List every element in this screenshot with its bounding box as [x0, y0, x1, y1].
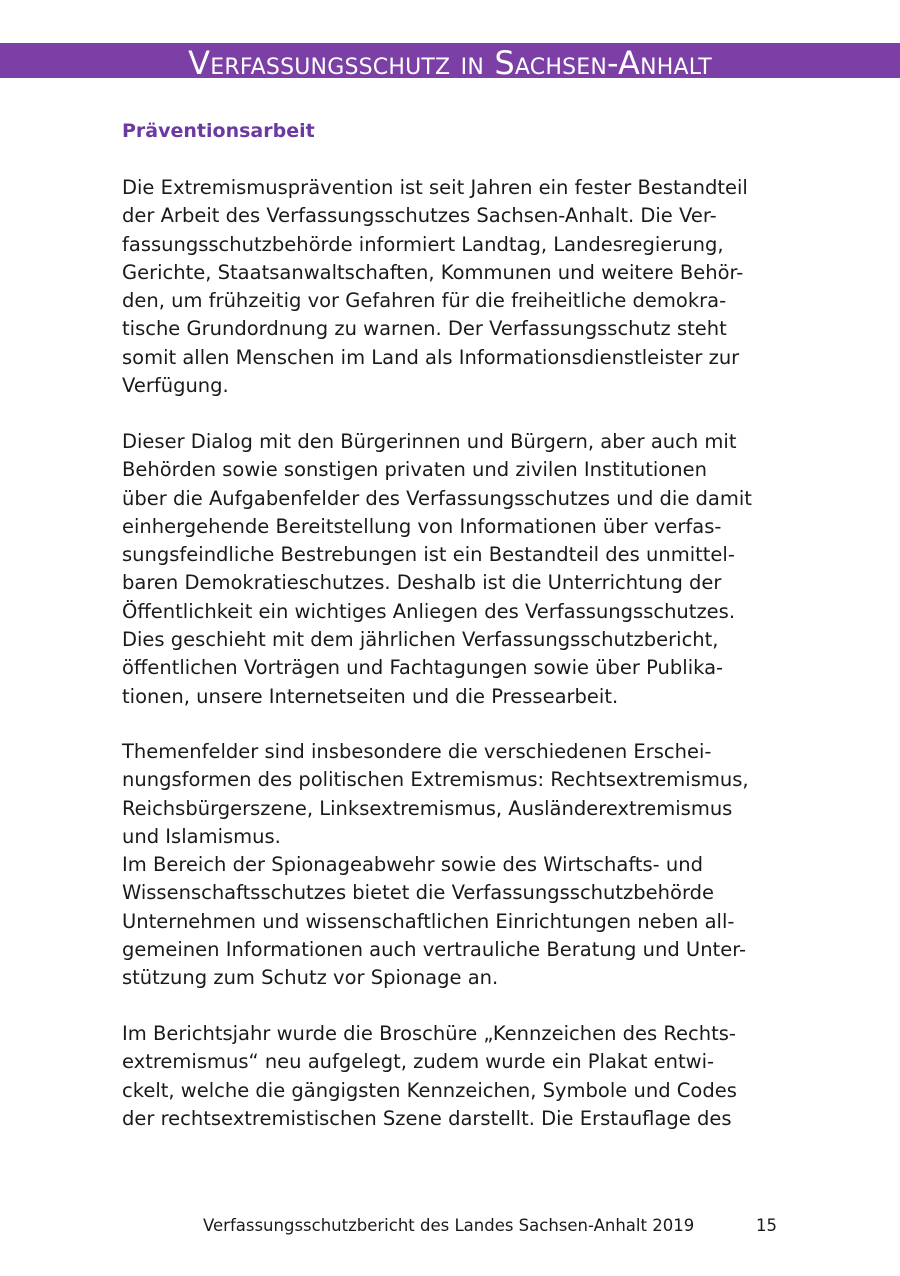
text-line: Dies geschieht mit dem jährlichen Verfassungsschutzbericht, [122, 628, 719, 652]
text-line: sungsfeindliche Bestrebungen ist ein Bestandteil des unmittel- [122, 543, 735, 567]
text-line: und Islamismus. [122, 824, 281, 848]
text-line: der Arbeit des Verfassungsschutzes Sachsen-Anhalt. Die Ver- [122, 204, 717, 228]
text-line: Reichsbürgerszene, Linksextremismus, Ausländerextremismus [122, 796, 733, 820]
text-line: Wissenschaftsschutzes bietet die Verfassungsschutzbehörde [122, 881, 714, 905]
text-line: Im Bereich der Spionageabwehr sowie des Wirtschafts- und [122, 853, 703, 877]
paragraph-extremism-prevention [122, 174, 782, 400]
text-line: öffentlichen Vorträgen und Fachtagungen sowie über Publika- [122, 656, 724, 680]
text-line: extremismus“ neu aufgelegt, zudem wurde ein Plakat entwi- [122, 1050, 715, 1074]
footer-report-title: Verfassungsschutzbericht des Landes Sachsen-Anhalt 2019 [203, 1216, 695, 1235]
text-line: Öffentlichkeit ein wichtiges Anliegen des Verfassungsschutzes. [122, 599, 736, 623]
text-line: Unternehmen und wissenschaftlichen Einrichtungen neben all- [122, 909, 735, 933]
text-line: tische Grundordnung zu warnen. Der Verfassungsschutz steht [122, 317, 727, 341]
text-line: über die Aufgabenfelder des Verfassungsschutzes und die damit [122, 486, 752, 510]
page-number: 15 [756, 1216, 777, 1235]
text-line: den, um frühzeitig vor Gefahren für die freiheitliche demokra- [122, 289, 727, 313]
text-line: somit allen Menschen im Land als Informationsdienstleister zur [122, 345, 740, 369]
paragraph-report-year [122, 1020, 782, 1133]
text-line: der rechtsextremistischen Szene darstellt. Die Erstauflage des [122, 1106, 732, 1130]
section-heading: Präventionsarbeit [122, 120, 315, 142]
page-title: Verfassungsschutz in Sachsen-Anhalt [188, 44, 712, 82]
text-line: Gerichte, Staatsanwaltschaften, Kommunen und weitere Behör- [122, 260, 744, 284]
text-line: stützung zum Schutz vor Spionage an. [122, 966, 499, 990]
text-line: Themenfelder sind insbesondere die verschiedenen Erschei- [122, 740, 712, 763]
text-line: baren Demokratieschutzes. Deshalb ist die Unterrichtung der [122, 571, 722, 595]
text-line: Die Extremismusprävention ist seit Jahren ein fester Bestandteil [122, 176, 748, 199]
text-line: Verfügung. [122, 374, 229, 398]
text-line: Im Berichtsjahr wurde die Broschüre „Kennzeichen des Rechts- [122, 1022, 736, 1045]
text-line: ckelt, welche die gängigsten Kennzeichen, Symbole und Codes [122, 1078, 737, 1102]
text-line: Dieser Dialog mit den Bürgerinnen und Bürgern, aber auch mit [122, 430, 737, 453]
paragraph-dialog [122, 428, 782, 711]
text-line: nungsformen des politischen Extremismus: Rechtsextremismus, [122, 768, 749, 792]
paragraph-topics [122, 738, 782, 993]
text-line: tionen, unsere Internetseiten und die Pressearbeit. [122, 684, 619, 708]
text-line: Behörden sowie sonstigen privaten und zivilen Institutionen [122, 458, 707, 482]
text-line: einhergehende Bereitstellung von Informationen über verfas- [122, 514, 722, 538]
text-line: gemeinen Informationen auch vertrauliche Beratung und Unter- [122, 938, 747, 962]
text-line: fassungsschutzbehörde informiert Landtag, Landesregierung, [122, 232, 724, 256]
